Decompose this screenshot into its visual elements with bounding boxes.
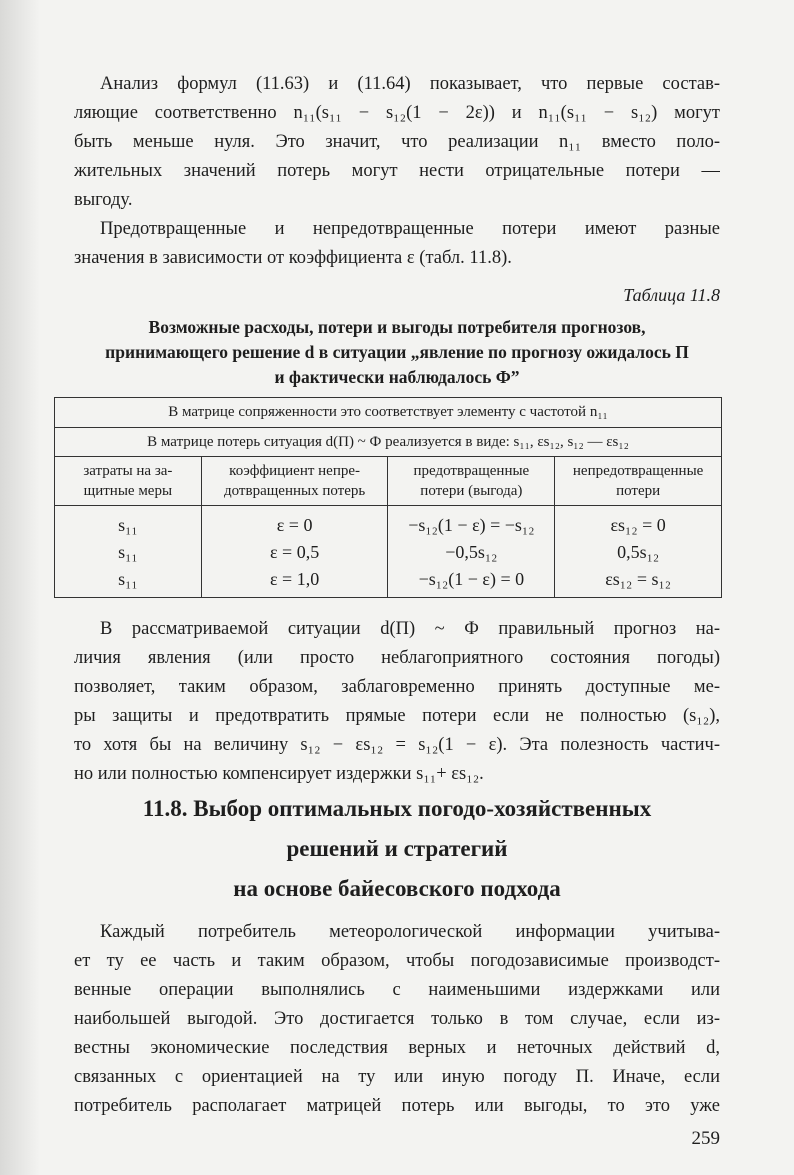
paragraph-situation (74, 615, 720, 789)
heading-line: решений и стратегий (286, 836, 508, 861)
paragraph-formula-analysis (74, 70, 720, 273)
column-header: непредотвращенные потери (555, 457, 722, 506)
text-line: Каждый потребитель метеорологической информации учитыва- (100, 922, 720, 942)
table-span-row: В матрице потерь ситуация d(П) ~ Ф реализуется в виде: s₁₁, εs₁₂, s₁₂ — εs₁₂ (55, 428, 722, 457)
column-header: коэффициент непре- дотвращенных потерь (201, 457, 388, 506)
text-line: потребитель располагает матрицей потерь или выгоды, то это уже (74, 1096, 720, 1116)
text-line: связанных с ориентацией на ту или иную погоду П. Иначе, если (74, 1067, 720, 1087)
table-caption (54, 315, 740, 390)
text-line: ет ту ее часть и таким образом, чтобы погодозависимые производст- (74, 951, 720, 971)
scan-shadow (0, 0, 40, 1175)
caption-line: и фактически наблюдалось Ф” (274, 367, 520, 387)
table-cell: −s₁₂(1 − ε) = −s₁₂ (388, 506, 555, 540)
table-row (55, 506, 722, 540)
table-cell: ε = 0 (201, 506, 388, 540)
heading-line: на основе байесовского подхода (233, 876, 561, 901)
text-line: вестны экономические последствия верных и неточных действий d, (74, 1038, 720, 1058)
table-cell: ε = 1,0 (201, 566, 388, 598)
table-row (55, 566, 722, 598)
section-heading (54, 789, 740, 909)
text-line: но или полностью компенсирует издержки s₁₁+ εs₁₂. (74, 764, 484, 784)
table-cell: s₁₁ (55, 539, 202, 566)
losses-table (54, 397, 722, 598)
text-line: быть меньше нуля. Это значит, что реализации n₁₁ вместо поло- (74, 132, 720, 152)
text-line: личия явления (или просто неблагоприятного состояния погоды) (74, 648, 720, 668)
text-line: позволяет, таким образом, заблаговременно принять доступные ме- (74, 677, 720, 697)
table-row (55, 539, 722, 566)
text-line: венные операции выполнялись с наименьшими издержками или (74, 980, 720, 1000)
paragraph-consumer (74, 918, 720, 1121)
table-cell: s₁₁ (55, 506, 202, 540)
text-line: ры защиты и предотвратить прямые потери если не полностью (s₁₂), (74, 706, 720, 726)
table-cell: εs₁₂ = 0 (555, 506, 722, 540)
text-line: В рассматриваемой ситуации d(П) ~ Ф правильный прогноз на- (100, 619, 720, 639)
table-cell: ε = 0,5 (201, 539, 388, 566)
table-cell: −0,5s₁₂ (388, 539, 555, 566)
text-line: выгоду. (74, 190, 133, 210)
table-span-row: В матрице сопряженности это соответствует элементу с частотой n₁₁ (55, 398, 722, 428)
text-line: значения в зависимости от коэффициента ε (табл. 11.8). (74, 248, 512, 268)
caption-line: принимающего решение d в ситуации „явление по прогнозу ожидалось П (105, 342, 689, 362)
column-header: затраты на за- щитные меры (55, 457, 202, 506)
column-header: предотвращенные потери (выгода) (388, 457, 555, 506)
table-cell: −s₁₂(1 − ε) = 0 (388, 566, 555, 598)
table-cell: εs₁₂ = s₁₂ (555, 566, 722, 598)
page-content (54, 70, 740, 1151)
text-line: Предотвращенные и непредотвращенные потери имеют разные (100, 219, 720, 239)
page-number: 259 (691, 1128, 720, 1149)
heading-line: 11.8. Выбор оптимальных погодо-хозяйственных (142, 796, 652, 821)
table-number: Таблица 11.8 (623, 285, 720, 305)
text-line: жительных значений потерь могут нести отрицательные потери — (74, 161, 720, 181)
text-line: то хотя бы на величину s₁₂ − εs₁₂ = s₁₂(1 − ε). Эта полезность частич- (74, 735, 720, 755)
caption-line: Возможные расходы, потери и выгоды потребителя прогнозов, (148, 317, 646, 337)
text-line: Анализ формул (11.63) и (11.64) показывает, что первые состав- (100, 74, 720, 94)
text-line: ляющие соответственно n₁₁(s₁₁ − s₁₂(1 − 2ε)) и n₁₁(s₁₁ − s₁₂) могут (74, 103, 720, 123)
table-cell: 0,5s₁₂ (555, 539, 722, 566)
text-line: наибольшей выгодой. Это достигается только в том случае, если из- (74, 1009, 720, 1029)
table-cell: s₁₁ (55, 566, 202, 598)
